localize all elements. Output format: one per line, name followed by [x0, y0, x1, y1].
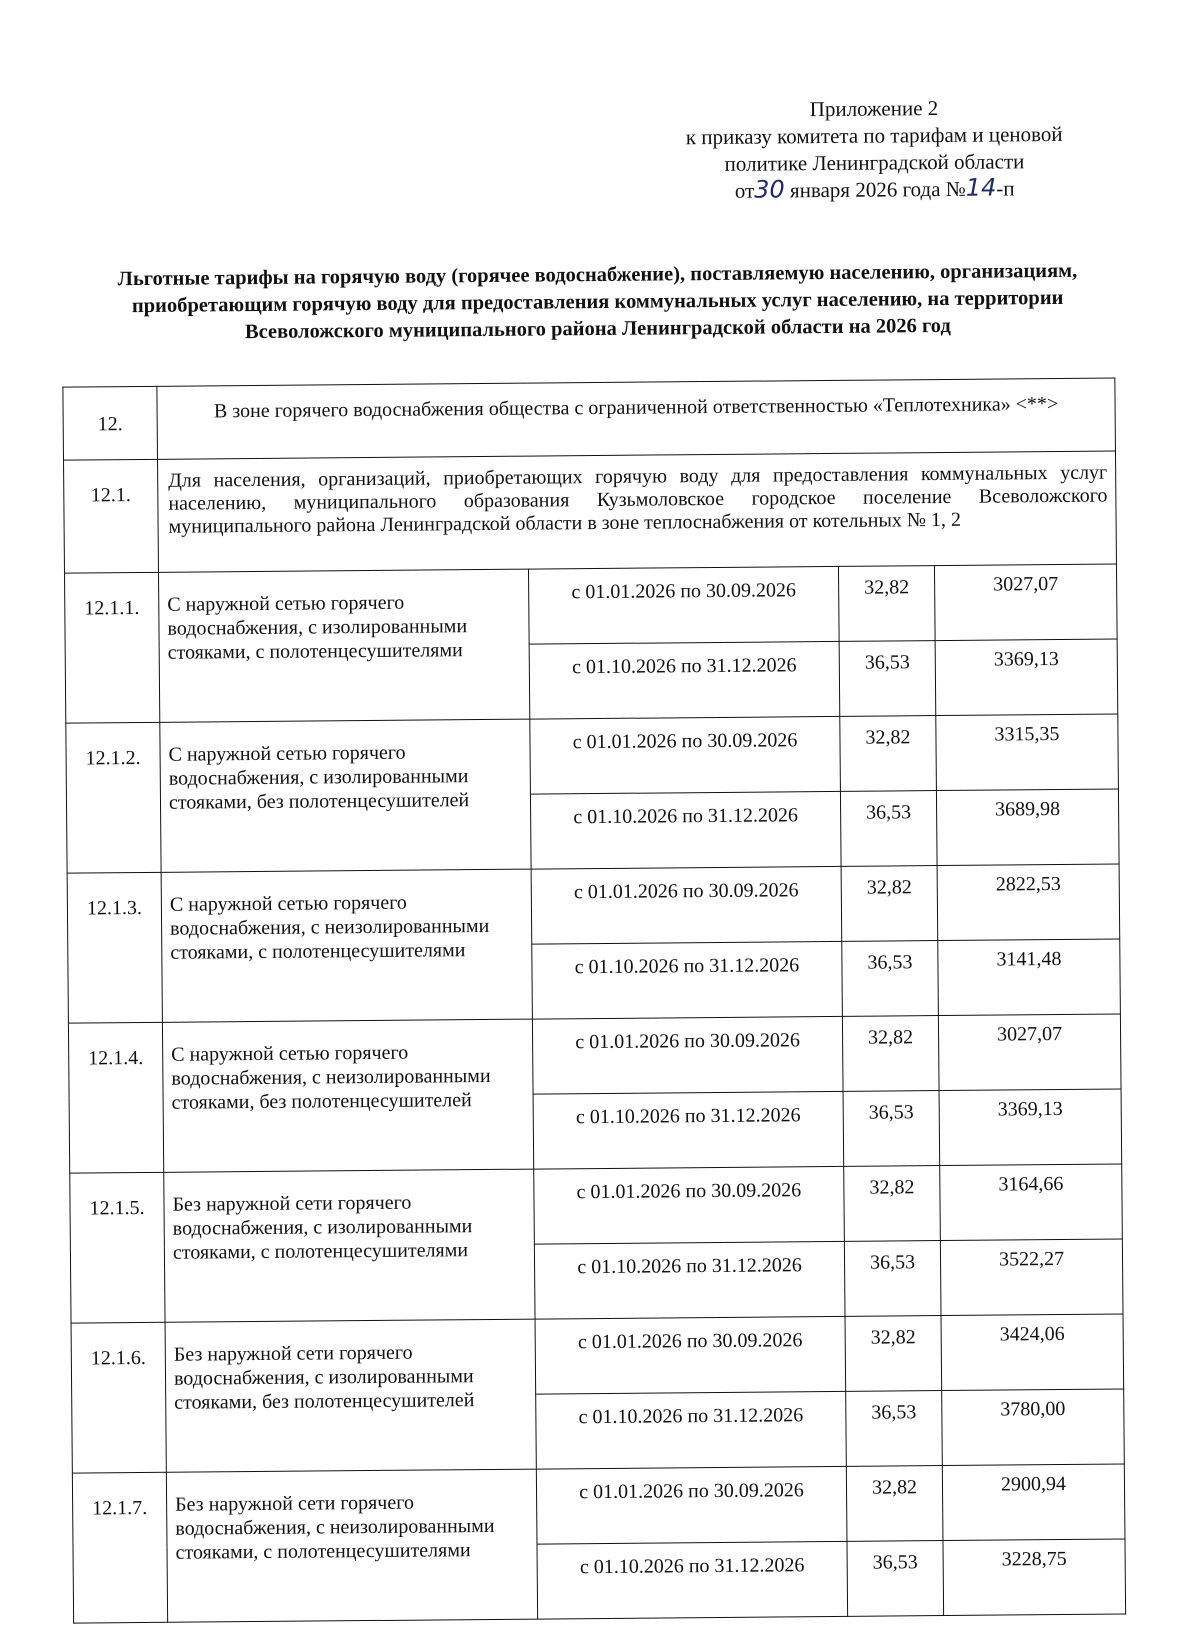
rate-cell: 32,82 — [845, 1316, 942, 1392]
tariff-row — [66, 714, 1119, 798]
date-middle: января 2026 года № — [789, 176, 966, 203]
tariff-table-container — [62, 377, 1125, 1623]
rate-cell: 32,82 — [841, 866, 938, 942]
row-number: 12.1.3. — [67, 872, 162, 1023]
rate-cell: 36,53 — [846, 1391, 943, 1467]
handwritten-order-number: 14 — [965, 173, 997, 202]
row-number: 12.1.6. — [71, 1322, 166, 1473]
price-cell: 3689,98 — [936, 789, 1119, 866]
row-label: Без наружной сети горячего водоснабжения, с неизолированными стояками, с полотенцесушителями — [166, 1469, 537, 1622]
tariff-row — [67, 864, 1120, 948]
price-cell: 3315,35 — [936, 714, 1119, 791]
row-label: С наружной сетью горячего водоснабжения, с неизолированными стояками, с полотенцесушителями — [161, 869, 532, 1022]
price-cell: 3369,13 — [939, 1089, 1122, 1166]
period-cell: с 01.01.2026 по 30.09.2026 — [531, 866, 842, 944]
rate-cell: 32,82 — [844, 1166, 941, 1242]
rate-cell: 32,82 — [842, 1016, 939, 1092]
section-title: В зоне горячего водоснабжения общества с ограниченной ответственностью «Теплотехника» <**> — [157, 378, 1116, 459]
period-cell: с 01.01.2026 по 30.09.2026 — [534, 1166, 845, 1244]
period-cell: с 01.01.2026 по 30.09.2026 — [530, 716, 841, 794]
order-date-line — [635, 174, 1115, 205]
row-number: 12.1.4. — [68, 1022, 163, 1173]
tariff-table — [62, 377, 1126, 1623]
tariff-row — [72, 1464, 1125, 1548]
price-cell: 3164,66 — [940, 1164, 1123, 1241]
period-cell: с 01.01.2026 по 30.09.2026 — [532, 1016, 843, 1094]
row-number: 12.1.5. — [70, 1172, 165, 1323]
tariff-row — [71, 1314, 1124, 1398]
period-cell: с 01.01.2026 по 30.09.2026 — [536, 1466, 847, 1544]
rate-cell: 36,53 — [840, 791, 937, 867]
period-cell: с 01.01.2026 по 30.09.2026 — [528, 566, 839, 644]
subsection-title: Для населения, организаций, приобретающих горячую воду для предоставления коммунальных услуг населению, муниципального образования Кузьмоловское городское поселение Всеволожского муниципального района Ленинградской области в зоне теплоснабжения от котельных № 1, 2 — [158, 451, 1117, 572]
appendix-label: Приложение 2 — [809, 96, 939, 122]
row-label: Без наружной сети горячего водоснабжения, с изолированными стояками, с полотенцесушителями — [164, 1169, 535, 1322]
row-number: 12.1.1. — [65, 572, 160, 723]
subsection-row — [64, 451, 1117, 573]
rate-cell: 36,53 — [842, 941, 939, 1017]
order-reference-line: к приказу комитета по тарифам и ценовой — [685, 121, 1063, 150]
date-prefix: от — [734, 178, 755, 203]
tariff-row — [65, 564, 1118, 648]
period-cell: с 01.10.2026 по 31.12.2026 — [534, 1241, 845, 1319]
period-cell: с 01.10.2026 по 31.12.2026 — [532, 941, 843, 1019]
number-suffix: -п — [996, 176, 1015, 201]
row-label: С наружной сетью горячего водоснабжения, с неизолированными стояками, без полотенцесушителей — [162, 1019, 533, 1172]
rate-cell: 32,82 — [840, 716, 937, 792]
rate-cell: 36,53 — [844, 1241, 941, 1317]
row-number: 12.1.7. — [72, 1472, 167, 1623]
subsection-number: 12.1. — [64, 459, 159, 573]
rate-cell: 36,53 — [843, 1091, 940, 1167]
row-label: С наружной сетью горячего водоснабжения, с изолированными стояками, с полотенцесушителями — [158, 569, 529, 722]
price-cell: 3141,48 — [938, 939, 1121, 1016]
document-title: Льготные тарифы на горячую воду (горячее водоснабжение), поставляемую населению, организациям, приобретающим горячую воду для предоставления коммунальных услуг населению, на территории Всеволожского муниципального района Ленинградской области на 2026 год — [117, 259, 1078, 344]
rate-cell: 32,82 — [838, 566, 935, 642]
tariff-row — [68, 1014, 1121, 1098]
price-cell: 3780,00 — [942, 1389, 1125, 1466]
row-label: Без наружной сети горячего водоснабжения, с изолированными стояками, без полотенцесушителей — [165, 1319, 536, 1472]
committee-line: политике Ленинградской области — [724, 149, 1025, 176]
period-cell: с 01.10.2026 по 31.12.2026 — [529, 641, 840, 719]
price-cell: 3027,07 — [938, 1014, 1121, 1091]
period-cell: с 01.10.2026 по 31.12.2026 — [533, 1091, 844, 1169]
rate-cell: 32,82 — [846, 1466, 943, 1542]
period-cell: с 01.10.2026 по 31.12.2026 — [537, 1541, 848, 1619]
row-number: 12.1.2. — [66, 722, 161, 873]
price-cell: 3424,06 — [941, 1314, 1124, 1391]
period-cell: с 01.10.2026 по 31.12.2026 — [536, 1391, 847, 1469]
price-cell: 3369,13 — [935, 639, 1118, 716]
price-cell: 2822,53 — [937, 864, 1120, 941]
period-cell: с 01.01.2026 по 30.09.2026 — [535, 1316, 846, 1394]
price-cell: 3522,27 — [940, 1239, 1123, 1316]
rate-cell: 36,53 — [839, 641, 936, 717]
price-cell: 3027,07 — [934, 564, 1117, 641]
row-label: С наружной сетью горячего водоснабжения, с изолированными стояками, без полотенцесушителей — [160, 719, 531, 872]
rate-cell: 36,53 — [847, 1541, 944, 1617]
price-cell: 3228,75 — [943, 1539, 1126, 1616]
price-cell: 2900,94 — [942, 1464, 1125, 1541]
period-cell: с 01.10.2026 по 31.12.2026 — [530, 791, 841, 869]
handwritten-day: 30 — [754, 175, 785, 204]
appendix-header — [634, 93, 1115, 205]
section-number: 12. — [63, 386, 158, 460]
tariff-row — [70, 1164, 1123, 1248]
section-row — [63, 378, 1116, 460]
